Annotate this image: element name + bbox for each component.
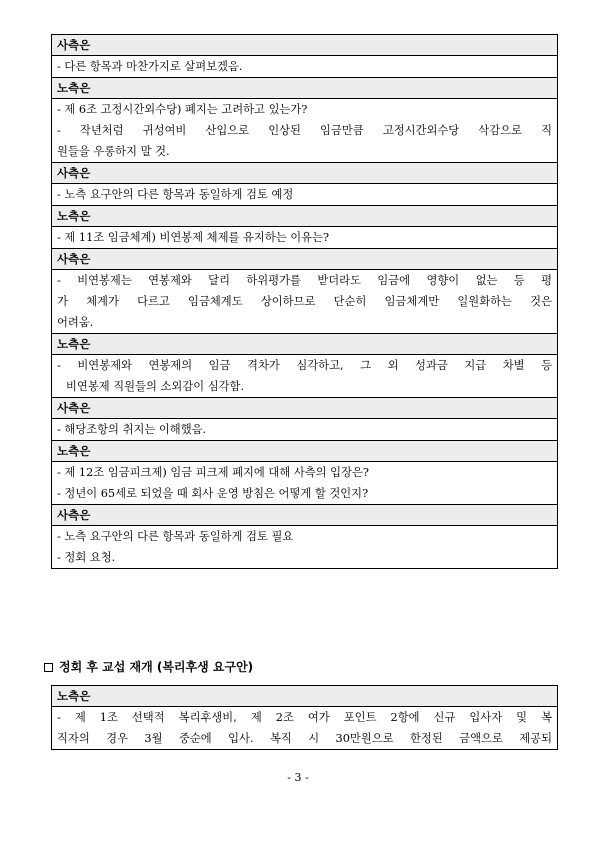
statement-line: - 제 1조 선택적 복리후생비, 제 2조 여가 포인트 2항에 신규 입사자 및 복 [57,711,552,724]
speaker-cell: 노측은 [52,78,558,99]
statement-line: - 정년이 65세로 되었을 때 회사 운영 방침은 어떻게 할 것인지? [57,487,369,500]
statement-line: - 제 12조 임금피크제) 임금 피크제 폐지에 대해 사측의 입장은? [57,466,369,479]
speaker-cell: 사측은 [52,398,558,419]
statement-cell [52,526,558,569]
section-heading [44,659,253,675]
statement-line: - 다른 항목과 마찬가지로 살펴보겠음. [57,60,243,73]
statement-line: - 노측 요구안의 다른 항목과 동일하게 검토 필요 [57,530,294,543]
statement-cell [52,419,558,441]
speaker-cell: 사측은 [52,505,558,526]
speaker-cell: 노측은 [52,686,558,707]
checkbox-square-icon [44,663,53,672]
statement-line: 원들을 우롱하지 말 것. [57,145,170,158]
statement-cell [52,99,558,163]
statement-cell [52,355,558,398]
section-title: 정회 후 교섭 재개 (복리후생 요구안) [59,660,254,674]
statement-line: - 제 6조 고정시간외수당) 폐지는 고려하고 있는가? [57,103,308,116]
speaker-cell: 노측은 [52,441,558,462]
statement-cell [52,270,558,334]
statement-cell [52,462,558,505]
statement-line: - 작년처럼 귀성여비 산입으로 인상된 임금만큼 고정시간외수당 삭감으로 직 [57,124,552,137]
statement-line: - 해당조항의 취지는 이해했음. [57,423,207,436]
statement-line: 직자의 경우 3월 중순에 입사. 복직 시 30만원으로 한정된 금액으로 제공되 [57,732,552,745]
statement-cell [52,707,558,750]
statement-line: - 제 11조 임금체계) 비연봉제 체제를 유지하는 이유는? [57,231,330,244]
speaker-cell: 사측은 [52,163,558,184]
statement-line: 비연봉제 직원들의 소외감이 심각함. [66,380,245,393]
statement-line: - 비연봉제와 연봉제의 임금 격차가 심각하고, 그 외 성과금 지급 차별 등 [57,359,552,372]
speaker-cell: 사측은 [52,249,558,270]
statement-line: - 정회 요청. [57,551,116,564]
statement-cell [52,184,558,206]
statement-cell [52,227,558,249]
statement-line: 가 체계가 다르고 임금체계도 상이하므로 단순히 임금체계만 일원화하는 것은 [57,295,552,308]
statement-line: 어려움. [57,316,94,329]
speaker-cell: 사측은 [52,35,558,56]
statement-line: - 비연봉제는 연봉제와 달리 하위평가를 받더라도 임금에 영향이 없는 등 평 [57,274,552,287]
statement-line: - 노측 요구안의 다른 항목과 동일하게 검토 예정 [57,188,294,201]
page-number: - 3 - [287,771,309,784]
speaker-cell: 노측은 [52,334,558,355]
speaker-cell: 노측은 [52,206,558,227]
statement-cell [52,56,558,78]
minutes-table-2 [51,685,558,750]
minutes-table-1 [51,34,558,569]
